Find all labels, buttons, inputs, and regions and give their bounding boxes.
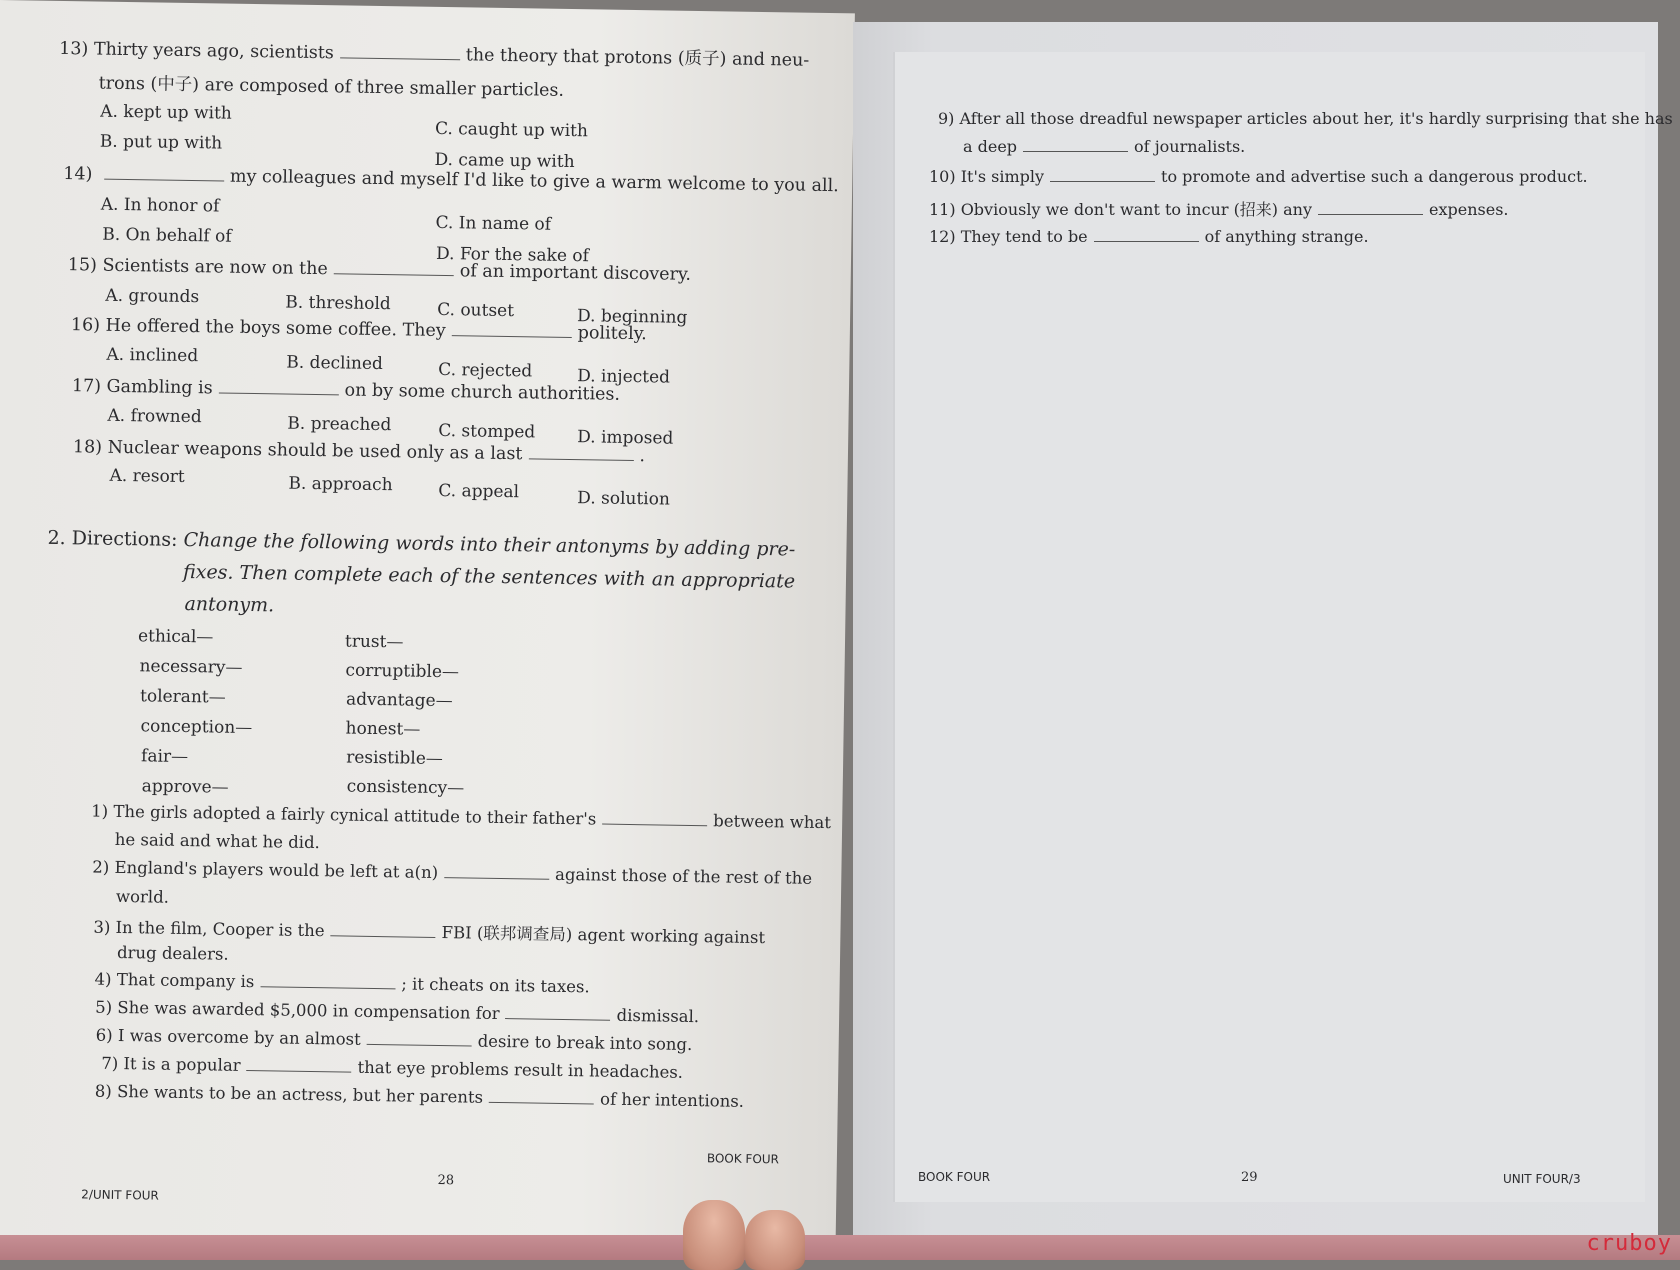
option-d[interactable]: D. came up with — [434, 149, 575, 173]
sentence-4: 4) That company is ; it cheats on its taxes. — [94, 969, 590, 997]
page-number: 28 — [437, 1173, 455, 1189]
word-item: fair— — [140, 746, 189, 768]
answer-blank[interactable] — [1050, 167, 1155, 182]
option-a[interactable]: A. resort — [109, 465, 185, 487]
footer-unit: 2/UNIT FOUR — [81, 1187, 159, 1203]
word-item: ethical— — [137, 626, 214, 648]
sentence-7: 7) It is a popular that eye problems result in headaches. — [101, 1053, 684, 1082]
answer-blank[interactable] — [331, 921, 436, 938]
option-a[interactable]: A. grounds — [105, 285, 200, 308]
answer-blank[interactable] — [528, 444, 633, 461]
sentence-8: 8) She wants to be an actress, but her parents of her intentions. — [94, 1081, 745, 1111]
sentence-6: 6) I was overcome by an almost desire to break into song. — [95, 1025, 693, 1055]
right-page — [853, 22, 1673, 1237]
page-body — [893, 52, 1645, 1202]
word-item: advantage— — [345, 689, 453, 712]
answer-blank[interactable] — [247, 1056, 352, 1073]
option-b[interactable]: B. preached — [287, 413, 392, 436]
question-r11: 11) Obviously we don't want to incur (招来) any expenses. — [929, 200, 1509, 219]
option-a[interactable]: A. In honor of — [100, 194, 220, 217]
directions-line2: fixes. Then complete each of the sentences with an appropriate — [182, 560, 796, 593]
question-r9-line2: a deep of journalists. — [963, 137, 1246, 156]
sentence-5: 5) She was awarded $5,000 in compensation for dismissal. — [95, 997, 700, 1027]
sentence-3-line2: drug dealers. — [116, 942, 229, 964]
question-18: 18) Nuclear weapons should be used only as a last . — [72, 437, 646, 467]
option-d[interactable]: D. For the sake of — [435, 243, 590, 267]
word-item: corruptible— — [345, 660, 460, 683]
option-c[interactable]: C. appeal — [438, 480, 520, 503]
question-r9: 9) After all those dreadful newspaper articles about her, it's hardly surprising that she has — [938, 109, 1673, 128]
answer-blank[interactable] — [367, 1030, 472, 1047]
answer-blank[interactable] — [444, 863, 549, 880]
option-c[interactable]: C. In name of — [435, 212, 552, 235]
option-b[interactable]: B. approach — [288, 473, 393, 496]
question-13: 13) Thirty years ago, scientists the theory that protons (质子) and neu- — [59, 38, 810, 71]
answer-blank[interactable] — [340, 43, 460, 60]
question-15: 15) Scientists are now on the of an important discovery. — [67, 255, 692, 285]
option-b[interactable]: B. On behalf of — [102, 224, 232, 247]
option-b[interactable]: B. put up with — [99, 131, 223, 154]
option-c[interactable]: C. caught up with — [434, 118, 589, 142]
question-16: 16) He offered the boys some coffee. They politely. — [70, 315, 647, 345]
option-d[interactable]: D. imposed — [577, 427, 674, 449]
word-item: tolerant— — [139, 686, 226, 708]
question-17: 17) Gambling is on by some church authorities. — [71, 376, 621, 405]
answer-blank[interactable] — [489, 1088, 594, 1105]
answer-blank[interactable] — [219, 378, 339, 395]
answer-blank[interactable] — [260, 972, 395, 989]
option-c[interactable]: C. stomped — [438, 420, 536, 443]
word-item: consistency— — [346, 776, 465, 799]
answer-blank[interactable] — [334, 259, 454, 276]
answer-blank[interactable] — [1094, 227, 1199, 242]
option-b[interactable]: B. threshold — [285, 292, 391, 315]
option-c[interactable]: C. rejected — [438, 359, 533, 382]
option-d[interactable]: D. injected — [577, 366, 671, 388]
option-a[interactable]: A. kept up with — [100, 101, 232, 124]
directions-line3: antonym. — [184, 592, 275, 617]
answer-blank[interactable] — [452, 321, 572, 338]
word-item: trust— — [344, 631, 404, 653]
watermark-text: cruboy — [1586, 1231, 1672, 1256]
question-13-line2: trons (中子) are composed of three smaller particles. — [98, 73, 565, 101]
fabric-background — [0, 1235, 1680, 1260]
word-item: resistible— — [345, 747, 444, 770]
footer-book: BOOK FOUR — [918, 1170, 991, 1184]
answer-blank[interactable] — [1023, 137, 1128, 152]
sentence-1: 1) The girls adopted a fairly cynical attitude to their father's between what — [91, 801, 832, 833]
sentence-2-line2: world. — [115, 886, 170, 907]
sentence-2: 2) England's players would be left at a(n) against those of the rest of the — [92, 857, 813, 888]
answer-blank[interactable] — [1318, 200, 1423, 215]
question-r12: 12) They tend to be of anything strange. — [929, 227, 1369, 246]
option-d[interactable]: D. beginning — [576, 306, 688, 328]
option-b[interactable]: B. declined — [286, 352, 384, 375]
word-item: conception— — [140, 716, 253, 739]
word-item: honest— — [345, 718, 421, 740]
page-number: 29 — [1241, 1170, 1258, 1185]
option-a[interactable]: A. frowned — [107, 405, 202, 428]
word-item: necessary— — [139, 656, 243, 678]
sentence-3: 3) In the film, Cooper is the FBI (联邦调查局) agent working against — [93, 917, 766, 948]
question-r10: 10) It's simply to promote and advertise such a dangerous product. — [929, 167, 1588, 186]
word-item: approve— — [141, 776, 229, 798]
option-d[interactable]: D. solution — [577, 488, 671, 510]
question-14: 14) my colleagues and myself I'd like to give a warm welcome to you all. — [63, 164, 839, 197]
footer-book: BOOK FOUR — [706, 1151, 780, 1167]
option-c[interactable]: C. outset — [437, 299, 515, 322]
footer-unit: UNIT FOUR/3 — [1503, 1172, 1581, 1186]
answer-blank[interactable] — [506, 1004, 611, 1021]
sentence-1-line2: he said and what he did. — [114, 829, 321, 853]
option-a[interactable]: A. inclined — [106, 344, 199, 367]
directions-line1: 2. Directions: Change the following words into their antonyms by adding pre- — [47, 526, 796, 561]
answer-blank[interactable] — [104, 165, 224, 182]
answer-blank[interactable] — [602, 810, 707, 827]
